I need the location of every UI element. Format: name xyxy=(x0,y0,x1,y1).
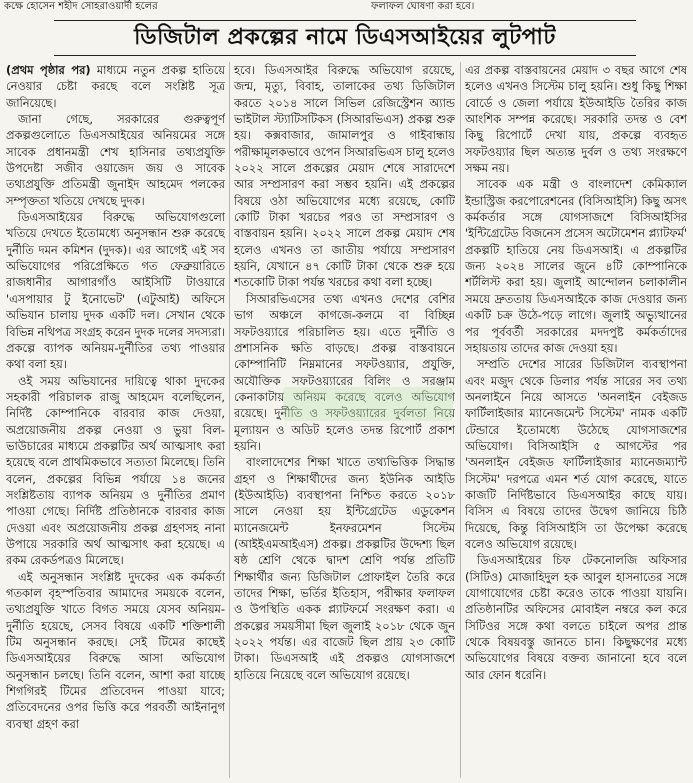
article-column-2 xyxy=(234,62,455,780)
body-paragraph: বাংলাদেশের শিক্ষা খাতে তথ্যভিত্তিক সিদ্ধান্ত গ্রহণ ও শিক্ষার্থীদের জন্য ইউনিক আইডি (ইউআইডি) ব্যবস্থাপনা নিশ্চিত করতে ২০১৮ সালে নেওয়া হয় ইন্টিগ্রেটেড এডুকেশন ম্যানেজমেন্ট ইনফরমেশন সিস্টেম (আইইএমআইএস) প্রকল্প। প্রকল্পটির উদ্দেশ্য ছিল ষষ্ঠ শ্রেণি থেকে দ্বাদশ শ্রেণি পর্যন্ত প্রতিটি শিক্ষার্থীর জন্য ডিজিটাল প্রোফাইল তৈরি করে তাদের শিক্ষা, ভর্তির ইতিহাস, পরীক্ষার ফলাফল ও উপস্থিতি একক প্ল্যাটফর্মে সংরক্ষণ করা। এ প্রকল্পের সময়সীমা ছিল জুলাই ২০১৮ থেকে জুন ২০২২ পর্যন্ত। এর বাজেট ছিল প্রায় ২৩ কোটি টাকা। ডিএসআই এই প্রকল্পও যোগসাজশে হাতিয়ে নিয়েছে বলে অভিযোগ রয়েছে। xyxy=(234,455,455,682)
column-divider xyxy=(229,62,230,778)
article-column-3 xyxy=(465,62,687,780)
column-divider xyxy=(460,62,461,778)
body-paragraph: ওই সময় অভিযানের দায়িত্বে থাকা দুদকের সহকারী পরিচালক রাজু আহমেদ বলেছিলেন, নির্দিষ্ট কোম্পানিকে বারবার কাজ দেওয়া, অপ্রয়োজনীয় প্রকল্প নেওয়া ও ভুয়া বিল-ভাউচারের মাধ্যমে প্রকল্পটির অর্থ আত্মসাৎ করা হয়েছে বলে প্রাথমিকভাবে সত্যতা মিলেছে। তিনি বলেন, প্রকল্পের বিভিন্ন পর্যায়ে ১৪ জনের সংশ্লিষ্টতায় ব্যাপক অনিয়ম ও দুর্নীতির প্রমাণ পাওয়া গেছে। নির্দিষ্ট প্রতিষ্ঠানকে বারবার কাজ দেওয়া এবং অপ্রয়োজনীয় প্রকল্প গ্রহণসহ নানা উপায়ে সরকারি অর্থ আত্মসাৎ করা হয়েছে। এ রকম রেকর্ডপত্রও মিলেছে। xyxy=(6,373,225,568)
lead-text: মাধ্যমে নতুন প্রকল্প হাতিয়ে নেওয়ার চেষ্টা করছে বলে সংশ্লিষ্ট সূত্র জানিয়েছে। xyxy=(6,63,225,110)
continued-from-kicker: (প্রথম পৃষ্ঠার পর) xyxy=(6,63,91,77)
article-headline: ডিজিটাল প্রকল্পের নামে ডিএসআইয়ের লুটপাট xyxy=(134,23,556,50)
body-paragraph: এই অনুসন্ধান সংশ্লিষ্ট দুদকের এক কর্মকর্তা গতকাল বৃহস্পতিবার আমাদের সময়কে বলেন, তথ্যপ্রযুক্তি খাতে বিগত সময়ে যেসব অনিয়ম-দুর্নীতি হয়েছে, সেসব বিষয়ে একটি শক্তিশালী টিম অনুসন্ধান করছে। সেই টিমের কাছেই ডিএসআইয়ের বিরুদ্ধে আসা অভিযোগ অনুসন্ধান চলছে। তিনি বলেন, আশা করা যাচ্ছে শিগগিরই টিমের প্রতিবেদন পাওয়া যাবে; প্রতিবেদনের ওপর ভিত্তি করে পরবর্তী আইনানুগ ব্যবস্থা গ্রহণ করা xyxy=(6,569,225,731)
previous-article-strip xyxy=(0,0,693,14)
body-paragraph: হবে। ডিএসআইর বিরুদ্ধে অভিযোগ রয়েছে, জন্ম, মৃত্যু, বিবাহ, তালাকের তথ্য ডিজিটাল করতে ২০১৪ সালে সিভিল রেজিস্ট্রেশন অ্যান্ড ভাইটাল স্ট্যাটিসটিকস (সিআরভিএস) প্রকল্প শুরু হয়। কক্সবাজার, জামালপুর ও গাইবান্ধায় পরীক্ষামূলকভাবে ওপেন সিআরভিএস চালু হলেও ২০২২ সালে প্রকল্পের মেয়াদ শেষে সারাদেশে আর সম্প্রসারণ করা সম্ভব হয়নি। এই প্রকল্পের বিষয়ে ওঠা অভিযোগের মধ্যে রয়েছে, কোটি কোটি টাকা খরচের পরও তা সম্প্রসারণ ও বাস্তবায়ন হয়নি। ২০২২ সালে প্রকল্প মেয়াদ শেষ হলেও এখনও তা জাতীয় পর্যায়ে সম্প্রসারণ হয়নি, যেখানে ৪৭ কোটি টাকা থেকে শুরু হয়ে শতকোটি টাকা পর্যন্ত খরচের কথা বলা হচ্ছে। xyxy=(234,63,455,290)
body-paragraph: জানা গেছে, সরকারের গুরুত্বপূর্ণ প্রকল্পগুলোতে ডিএসআইয়ের অনিয়মের সঙ্গে সাবেক প্রধানমন্ত্রী শেখ হাসিনার তথ্যপ্রযুক্তি উপদেষ্টা সজীব ওয়াজেদ জয় ও সাবেক তথ্যপ্রযুক্তি প্রতিমন্ত্রী জুনাইদ আহমেদ পলকের সম্পৃক্ততা খতিয়ে দেখছে দুদক। xyxy=(6,112,225,208)
body-paragraph: ডিএসআইয়ের বিরুদ্ধে অভিযোগগুলো খতিয়ে দেখতে ইতোমধ্যে অনুসন্ধান শুরু করেছে দুর্নীতি দমন কমিশন (দুদক)। এর আগেই এই সব অভিযোগের পরিপ্রেক্ষিতে গত ফেব্রুয়ারিতে রাজধানীর আগারগাঁও আইসিটি টাওয়ারে 'এসপায়ার টু ইনোভেট' (এটুআই) অফিসে অভিযান চালায় দুদক একটি দল। সেখান থেকে বিভিন্ন নথিপত্র সংগ্রহ করেন দুদক দলের সদস্যরা। প্রকল্পে ব্যাপক অনিয়ম-দুর্নীতির তথ্য পাওয়ার কথা বলা হয়। xyxy=(6,210,225,372)
watermark-stamp xyxy=(283,387,453,421)
previous-article-left-text: কক্ষে হোসেন শহীদ সোহরাওয়ার্দী হলের xyxy=(4,1,158,12)
body-paragraph: এর প্রকল্প বাস্তবায়নের মেয়াদ ৩ বছর আগে শেষ হলেও এখনও সিস্টেম চালু হয়নি। শুধু কিছু শিক্ষা বোর্ডে ও জেলা পর্যায়ে ইউআইডি তৈরির কাজ আংশিক সম্পন্ন করেছে। সরকারি তদন্ত ও বেশ কিছু রিপোর্টে দেখা যায়, প্রকল্পে ব্যবহৃত সফটওয়্যার ছিল অত্যন্ত দুর্বল ও তথ্য সংরক্ষণে সক্ষম নয়। xyxy=(465,63,687,176)
body-paragraph: সিআরভিএসের তথ্য এখনও দেশের বেশির ভাগ অঞ্চলে কাগজে-কলমে বা বিচ্ছিন্ন সফটওয়্যারে পরিচালিত হয়। এতে দুর্নীতি ও প্রশাসনিক ক্ষতি বাড়ছে। প্রকল্প বাস্তবায়নে কোম্পানিটি নিম্নমানের সফটওয়্যার, প্রযুক্তি, অযৌক্তিক সফটওয়্যারের বিলিং ও সরঞ্জাম কেনাকাটায় অনিয়ম করেছে বলেও অভিযোগ রয়েছে। দুর্নীতি ও সফটওয়্যারের দুর্বলতা নিয়ে মূল্যায়ন ও অডিট হলেও তদন্ত রিপোর্ট প্রকাশ হয়নি। xyxy=(234,291,455,453)
body-paragraph: সম্প্রতি দেশের সারের ডিজিটাল ব্যবস্থাপনা এবং মজুদ থেকে ডিলার পর্যন্ত সারের সব তথ্য অনলাইনে নিয়ে আসতে 'অনলাইন বেইজড ফার্টিলাইজার ম্যানেজমেন্ট সিস্টেম' নামক একটি টেন্ডারে ইতোমধ্যে উঠেছে যোগসাজশের অভিযোগ। বিসিআইসি ৫ আগস্টের পর 'অনলাইন বেইজড ফার্টিলাইজার ম্যানেজম্যান্ট সিস্টেম' দরপত্রে এমন শর্ত যোগ করেছে, যাতে কাজটি নির্দিষ্টভাবে ডিএসআইর কাছে যায়। বিসিস এ বিষয়ে তাদের উদ্বেগ জানিয়ে চিঠি দিয়েছে, কিন্তু বিসিআইসি তা উপেক্ষা করেছে বলেও অভিযোগ রয়েছে। xyxy=(465,357,687,551)
body-paragraph: ডিএসআইয়ের চিফ টেকনোলজি অফিসার (সিটিও) মোজাহিদুল হক আবুল হাসনাতের সঙ্গে যোগাযোগের চেষ্টা করেও তাকে পাওয়া যায়নি। প্রতিষ্ঠানটির অফিসের মোবাইল নম্বরে কল করে সিটিওর সঙ্গে কথা বলতে চাইলে অপর প্রান্ত থেকে বিষয়বস্তু জানতে চান। কিছুক্ষণের মধ্যে অভিযোগের বিষয়ে বক্তব্য জানানো হবে বলে আর ফোন ধরেনি। xyxy=(465,553,687,682)
previous-article-right-text: ফলাফল ঘোষণা করা হবে। xyxy=(371,1,475,12)
headline-box xyxy=(54,20,636,56)
body-paragraph: সাবেক এক মন্ত্রী ও বাংলাদেশ কেমিক্যাল ইন্ডাস্ট্রিজ করপোরেশনের (বিসিআইসি) কিছু অসৎ কর্মকর্তার সঙ্গে যোগসাজশে বিসিআইসির 'ইন্টিগ্রেটেড বিজনেস প্রসেস অটোমেশন প্ল্যাটফর্ম' প্রকল্পটি হাতিয়ে নেয় ডিএসআই। এ প্রকল্পটির জন্য ২০২৪ সালের জুনে ৪টি কোম্পানিকে শর্টলিস্ট করা হয়। জুলাই আন্দোলন চলাকালীন সময়ে দ্রুততায় ডিএসআইকে কাজ দেওয়ার জন্য একটি চক্র উঠে-পড়ে লাগে। জুলাই অভ্যুত্থানের পর পূর্ববর্তী সরকারের মদদপুষ্ট কর্মকর্তাদের সহায়তায় তাদের কাজ দেওয়া হয়। xyxy=(465,177,687,355)
article-column-1 xyxy=(6,62,225,780)
lead-paragraph xyxy=(6,62,225,111)
